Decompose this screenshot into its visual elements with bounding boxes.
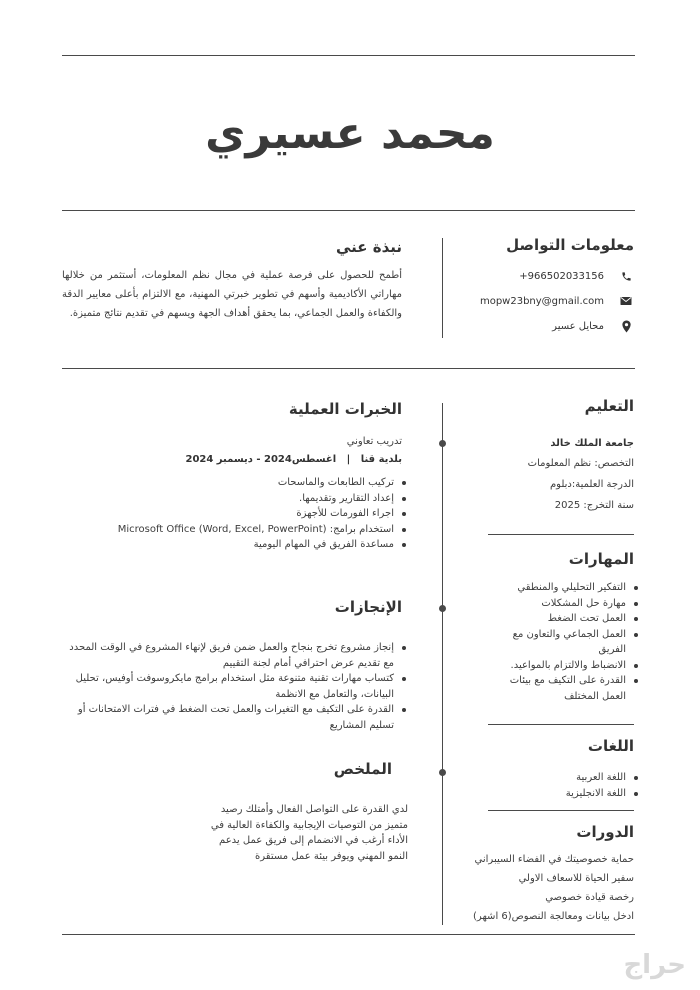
languages-title: اللغات — [587, 737, 634, 755]
about-title: نبذة عني — [335, 238, 402, 256]
skill-item: العمل الجماعي والتعاون مع الفريق — [490, 627, 640, 658]
experience-list — [88, 475, 408, 553]
course-item: حماية خصوصيتك في الفضاء السيبراني — [474, 854, 634, 865]
timeline-line — [442, 403, 443, 925]
header-divider — [62, 368, 635, 369]
name-divider — [62, 210, 635, 211]
education-grad-year: سنة التخرج: 2025 — [554, 500, 634, 511]
education-degree: الدرجة العلمية:دبلوم — [549, 479, 634, 490]
about-text: أطمح للحصول على فرصة عملية في مجال نظم المعلومات، أستثمر من خلالها مهاراتي الأكاديمية وأسهم في تطوير خبرتي المهنية، مع الالتزام بأعلى معايير الدقة والكفاءة والعمل الجماعي، بما يحقق أهداف الجهة ويسهم في تقديم نتائج متميزة. — [62, 270, 402, 319]
timeline-dot — [439, 605, 446, 612]
experience-org-period: بلدية قنا | اغسطس2024 - ديسمبر 2024 — [185, 454, 402, 465]
person-name: محمد عسيري — [205, 108, 495, 159]
bottom-divider — [62, 934, 635, 935]
education-university: جامعة الملك خالد — [550, 438, 634, 449]
experience-item: مساعدة الفريق في المهام اليومية — [88, 537, 408, 553]
skills-title: المهارات — [568, 550, 634, 568]
experience-item: استخدام برامج: Microsoft Office (Word, Excel, PowerPoint) — [88, 522, 408, 538]
skill-item: مهارة حل المشكلات — [450, 596, 640, 612]
contact-location-row — [454, 318, 634, 334]
education-divider — [488, 534, 634, 535]
skill-item: التفكير التحليلي والمنطقي — [450, 580, 640, 596]
email-icon — [618, 293, 634, 309]
contact-location: محايل عسير — [552, 320, 604, 332]
education-major: التخصص: نظم المعلومات — [527, 458, 634, 469]
languages-divider — [488, 810, 634, 811]
courses-list — [434, 850, 634, 926]
summary-text: لدي القدرة على التواصل الفعال وأمتلك رصيد متميز من التوصيات الإيجابية والكفاءة العالية في الأداء أرغب في الانضمام إلى فريق عمل يدعم النمو المهني ويوفر بيئة عمل مستقرة — [210, 804, 408, 862]
course-item: ادخل بيانات ومعالجة النصوص(6 اشهر) — [473, 911, 634, 922]
education-title: التعليم — [584, 397, 634, 415]
experience-title: الخبرات العملية — [288, 400, 402, 418]
contact-title: معلومات التواصل — [506, 236, 634, 254]
achievements-list — [63, 640, 408, 733]
skill-item: الانضباط والالتزام بالمواعيد. — [450, 658, 640, 674]
course-item: رخصة قيادة خصوصي — [545, 892, 634, 903]
skill-item: القدرة على التكيف مع بيئات العمل المختلف — [490, 673, 640, 704]
education-block — [444, 434, 634, 516]
experience-item: اجراء الفورمات للأجهزة — [88, 506, 408, 522]
watermark-logo: حراج — [623, 950, 686, 980]
location-pin-icon — [618, 318, 634, 334]
top-divider — [62, 55, 635, 56]
contact-email-row — [454, 293, 634, 309]
skills-list — [450, 580, 640, 704]
header-column-divider — [442, 238, 443, 338]
achievements-title: الإنجازات — [334, 598, 402, 616]
languages-list — [450, 770, 640, 801]
experience-item: تركيب الطابعات والماسحات — [88, 475, 408, 491]
contact-email[interactable]: mopw23bny@gmail.com — [479, 295, 604, 307]
language-item: اللغة الانجليزية — [450, 786, 640, 802]
experience-item: إعداد التقارير وتقديمها. — [88, 491, 408, 507]
timeline-dot — [439, 769, 446, 776]
courses-title: الدورات — [576, 823, 634, 841]
contact-phone[interactable]: +966502033156 — [519, 270, 604, 282]
language-item: اللغة العربية — [450, 770, 640, 786]
contact-phone-row — [454, 268, 634, 284]
achievement-item: إنجاز مشروع تخرج بنجاح والعمل ضمن فريق لإنهاء المشروع في الوقت المحدد مع تقديم عرض احترافي أمام لجنة التقييم — [63, 640, 408, 671]
skill-item: العمل تحت الضغط — [450, 611, 640, 627]
achievement-item: القدرة على التكيف مع التغيرات والعمل تحت الضغط في فترات الامتحانات أو تسليم المشاريع — [63, 702, 408, 733]
summary-title: الملخص — [333, 760, 392, 778]
phone-icon — [618, 268, 634, 284]
skills-divider — [488, 724, 634, 725]
experience-role: تدريب تعاوني — [346, 436, 402, 447]
achievement-item: كتساب مهارات تقنية متنوعة مثل استخدام برامج مايكروسوفت أوفيس، تحليل البيانات، والتعامل مع الانظمة — [63, 671, 408, 702]
course-item: سفير الحياة للاسعاف الاولي — [518, 873, 634, 884]
